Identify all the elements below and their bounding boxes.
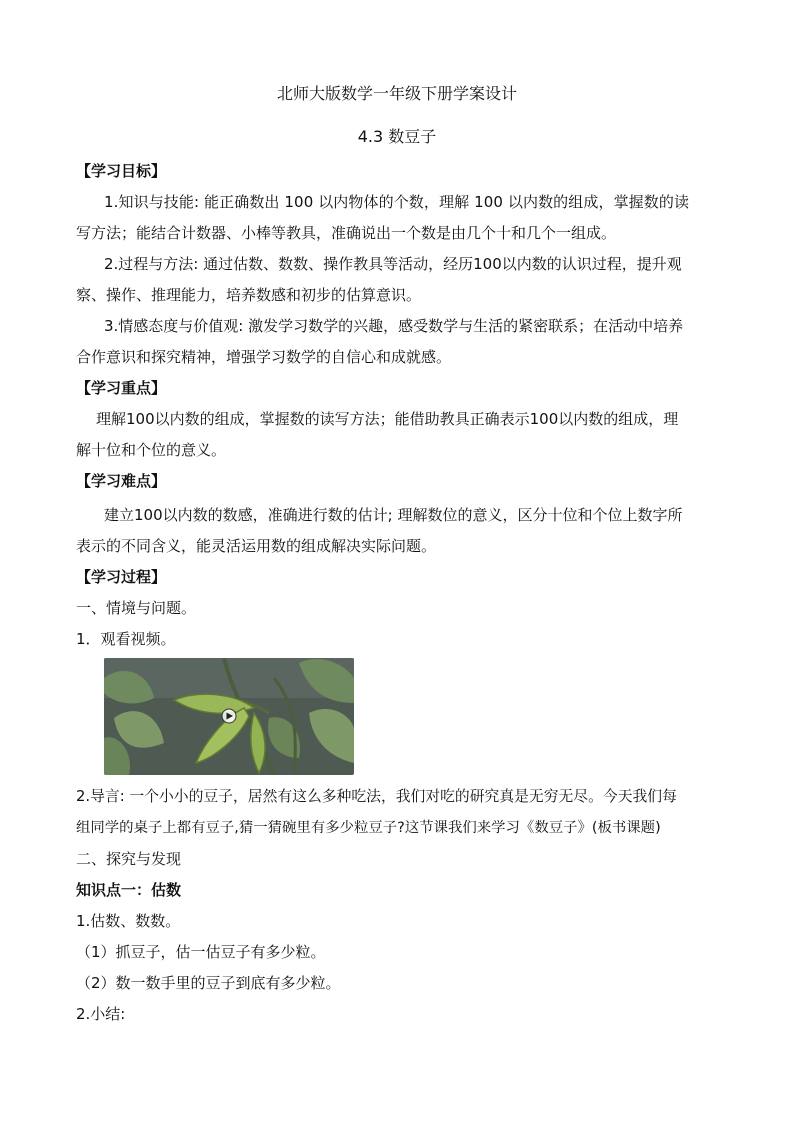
item-watch-video: 1．观看视频。 xyxy=(76,630,176,648)
section-difficulties-heading: 【学习难点】 xyxy=(76,472,167,490)
section-process-heading: 【学习过程】 xyxy=(76,568,167,586)
goal-3-line-1: 3.情感态度与价值观: 激发学习数学的兴趣，感受数学与生活的紧密联系；在活动中培养 xyxy=(104,317,684,335)
key-points-line-2: 解十位和个位的意义。 xyxy=(76,441,227,459)
section-key-points-heading: 【学习重点】 xyxy=(76,379,167,397)
intro-line-1: 2.导言: 一个小小的豆子，居然有这么多种吃法，我们对吃的研究真是无穷无尽。今天我们每 xyxy=(76,788,677,805)
goal-2-line-2: 察、操作、推理能力，培养数感和初步的估算意识。 xyxy=(76,286,422,304)
play-icon[interactable] xyxy=(222,709,236,723)
video-thumbnail[interactable] xyxy=(104,658,354,775)
estimate-count-item: 1.估数、数数。 xyxy=(76,912,181,930)
section-goals-heading: 【学习目标】 xyxy=(76,162,167,180)
goal-3-line-2: 合作意识和探究精神，增强学习数学的自信心和成就感。 xyxy=(76,348,452,366)
document-title: 北师大版数学一年级下册学案设计 xyxy=(276,84,517,103)
summary-item: 2.小结: xyxy=(76,1005,126,1023)
intro-line-2: 组同学的桌子上都有豆子,猜一猜碗里有多少粒豆子?这节课我们来学习《数豆子》(板书课题) xyxy=(76,820,661,836)
lesson-title: 4.3 数豆子 xyxy=(357,127,437,146)
goal-2-line-1: 2.过程与方法: 通过估数、数数、操作教具等活动，经历100以内数的认识过程，提升观 xyxy=(104,255,682,273)
difficulties-line-2: 表示的不同含义，能灵活运用数的组成解决实际问题。 xyxy=(76,537,437,555)
knowledge-point-one-heading: 知识点一：估数 xyxy=(76,881,182,899)
goal-1-line-2: 写方法；能结合计数器、小棒等教具，准确说出一个数是由几个十和几个一组成。 xyxy=(76,224,617,242)
part-one-heading: 一、情境与问题。 xyxy=(76,599,197,617)
key-points-line-1: 理解100以内数的组成，掌握数的读写方法；能借助教具正确表示100以内数的组成，理 xyxy=(96,410,679,428)
estimate-substep-2: （2）数一数手里的豆子到底有多少粒。 xyxy=(76,974,341,992)
part-two-heading: 二、探究与发现 xyxy=(76,850,182,868)
estimate-substep-1: （1）抓豆子，估一估豆子有多少粒。 xyxy=(76,943,326,961)
goal-1-line-1: 1.知识与技能: 能正确数出 100 以内物体的个数，理解 100 以内数的组成，掌握数的读 xyxy=(104,193,690,211)
difficulties-line-1: 建立100以内数的数感，准确进行数的估计; 理解数位的意义，区分十位和个位上数字所 xyxy=(104,506,683,524)
